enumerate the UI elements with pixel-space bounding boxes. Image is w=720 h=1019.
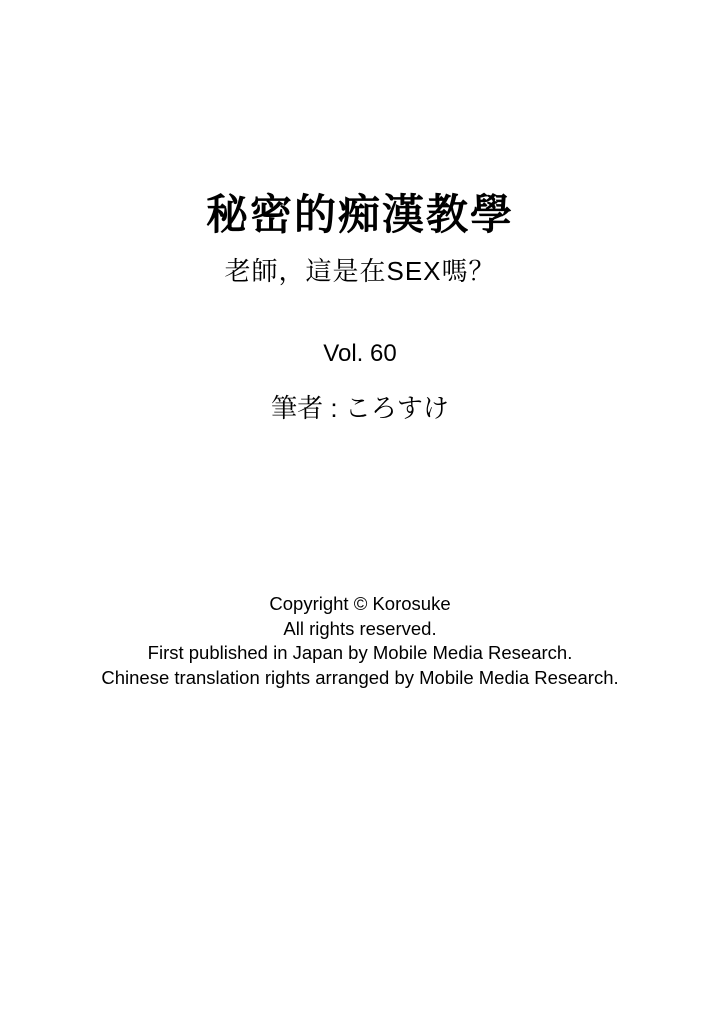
book-subtitle: 老師，這是在SEX嗎？ <box>224 256 496 286</box>
book-title: 秘密的痴漢教學 <box>205 191 514 238</box>
copyright-line-2: All rights reserved. <box>283 617 437 639</box>
copyright-line-3: First published in Japan by Mobile Media Research. <box>147 642 573 663</box>
volume-number: Vol. 60 <box>323 340 397 367</box>
copyright-line-1: Copyright © Korosuke <box>269 593 451 614</box>
copyright-block <box>0 592 720 690</box>
author-line: 筆者 : ころすけ <box>271 393 449 423</box>
copyright-line-4: Chinese translation rights arranged by Mobile Media Research. <box>101 666 619 688</box>
